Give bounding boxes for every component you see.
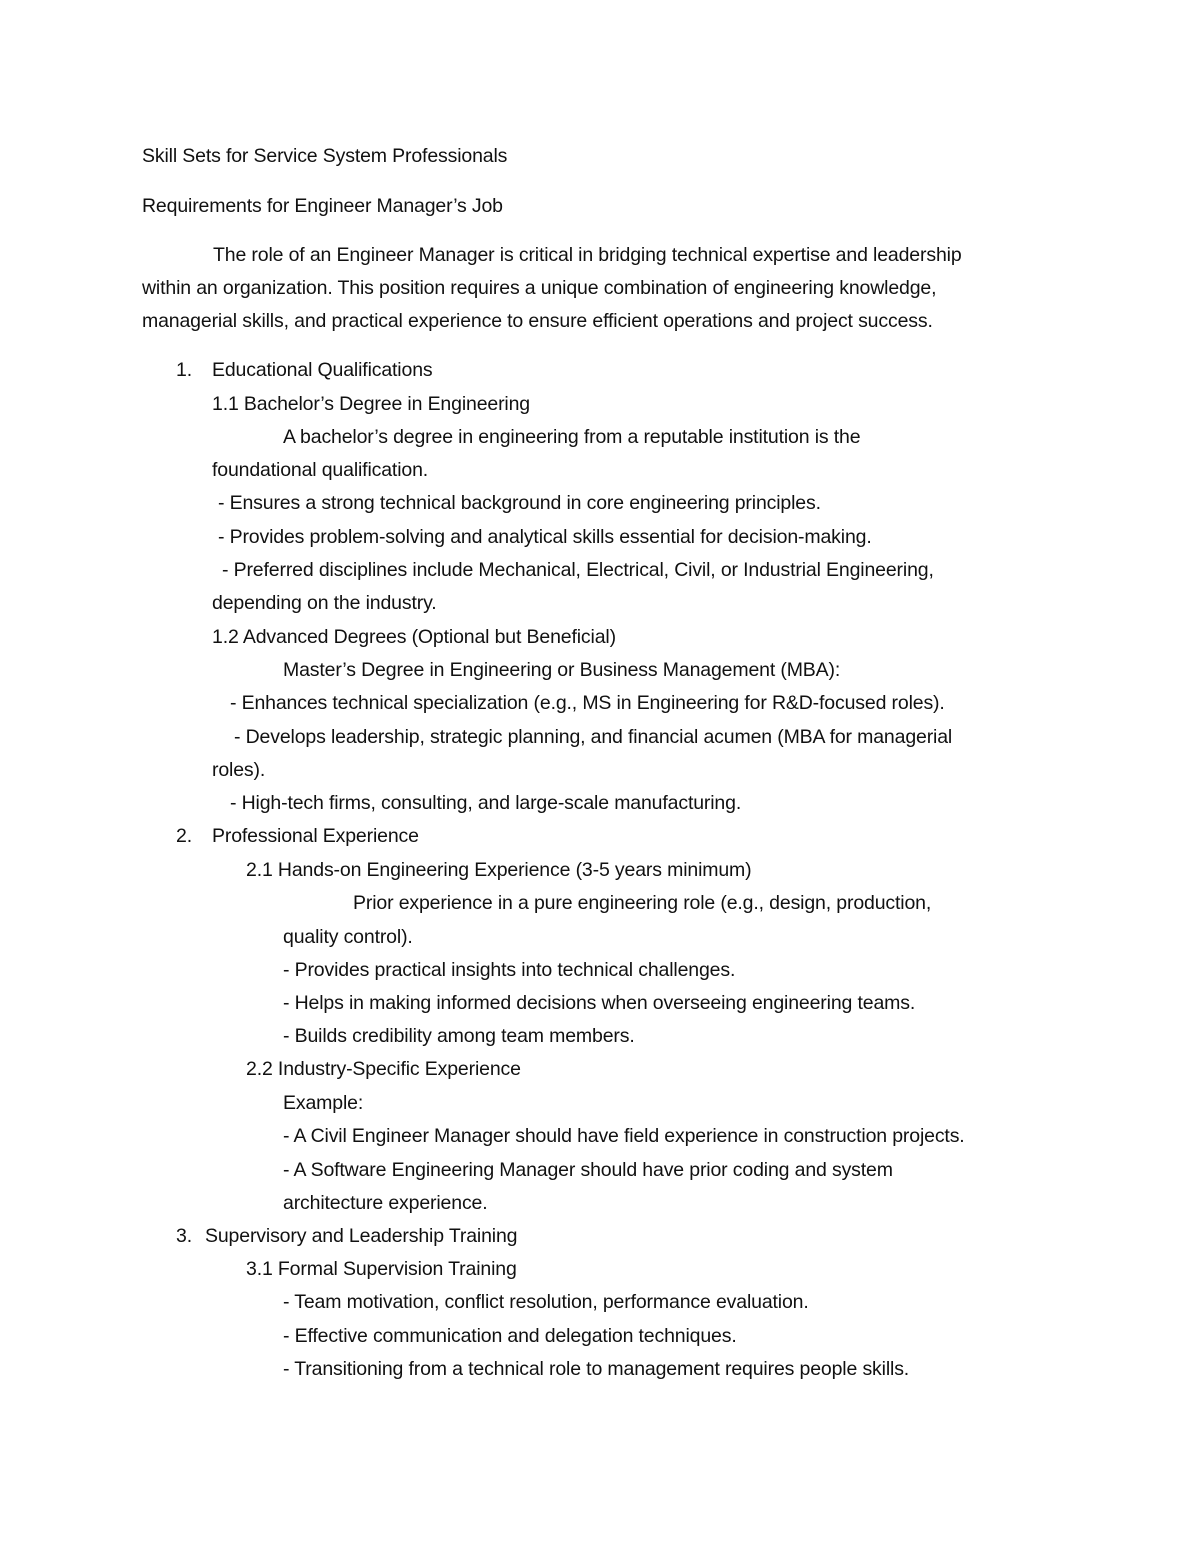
bullet-line: - Helps in making informed decisions when overseeing engineering teams. (283, 992, 916, 1014)
subsection-heading: 2.1 Hands-on Engineering Experience (3-5 years minimum) (246, 859, 752, 881)
body-line: roles). (212, 759, 266, 781)
bullet-line: - Provides practical insights into technical challenges. (283, 959, 736, 981)
bullet-line: - Ensures a strong technical background in core engineering principles. (218, 492, 821, 514)
body-line: quality control). (283, 926, 413, 948)
bullet-line: - Builds credibility among team members. (283, 1025, 635, 1047)
subsection-heading: 1.1 Bachelor’s Degree in Engineering (212, 393, 531, 415)
subsection-heading: 2.2 Industry-Specific Experience (246, 1058, 521, 1080)
subsection-heading: 3.1 Formal Supervision Training (246, 1258, 517, 1280)
body-line: Prior experience in a pure engineering role (e.g., design, production, (353, 892, 932, 914)
bullet-line: - Team motivation, conflict resolution, performance evaluation. (283, 1291, 809, 1313)
intro-line: within an organization. This position requires a unique combination of engineering knowledge, (142, 277, 937, 299)
body-line: architecture experience. (283, 1192, 488, 1214)
section-number: 1. (176, 359, 192, 381)
bullet-line: - Effective communication and delegation techniques. (283, 1325, 737, 1347)
bullet-line: - Develops leadership, strategic planning, and financial acumen (MBA for managerial (234, 726, 953, 748)
bullet-line: - Preferred disciplines include Mechanical, Electrical, Civil, or Industrial Engineering, (222, 559, 934, 581)
bullet-line: - Provides problem-solving and analytical skills essential for decision-making. (218, 526, 872, 548)
intro-line: managerial skills, and practical experience to ensure efficient operations and project success. (142, 310, 933, 332)
subsection-heading: 1.2 Advanced Degrees (Optional but Beneficial) (212, 626, 616, 648)
bullet-line: - Transitioning from a technical role to management requires people skills. (283, 1358, 910, 1380)
body-line: Master’s Degree in Engineering or Business Management (MBA): (283, 659, 841, 681)
bullet-line: - Enhances technical specialization (e.g., MS in Engineering for R&D-focused roles). (230, 692, 945, 714)
body-line: A bachelor’s degree in engineering from a reputable institution is the (283, 426, 861, 448)
bullet-line: - High-tech firms, consulting, and large-scale manufacturing. (230, 792, 742, 814)
section-heading: Educational Qualifications (212, 359, 433, 381)
section-number: 2. (176, 825, 192, 847)
body-line: Example: (283, 1092, 364, 1114)
bullet-line: - A Software Engineering Manager should have prior coding and system (283, 1159, 893, 1181)
body-line: depending on the industry. (212, 592, 437, 614)
body-line: foundational qualification. (212, 459, 429, 481)
document-subtitle: Requirements for Engineer Manager’s Job (142, 195, 503, 217)
bullet-line: - A Civil Engineer Manager should have field experience in construction projects. (283, 1125, 965, 1147)
section-number: 3. (176, 1225, 192, 1247)
intro-line: The role of an Engineer Manager is critical in bridging technical expertise and leadership (213, 244, 962, 266)
section-heading: Professional Experience (212, 825, 419, 847)
section-heading: Supervisory and Leadership Training (205, 1225, 518, 1247)
document-title: Skill Sets for Service System Professionals (142, 145, 508, 167)
